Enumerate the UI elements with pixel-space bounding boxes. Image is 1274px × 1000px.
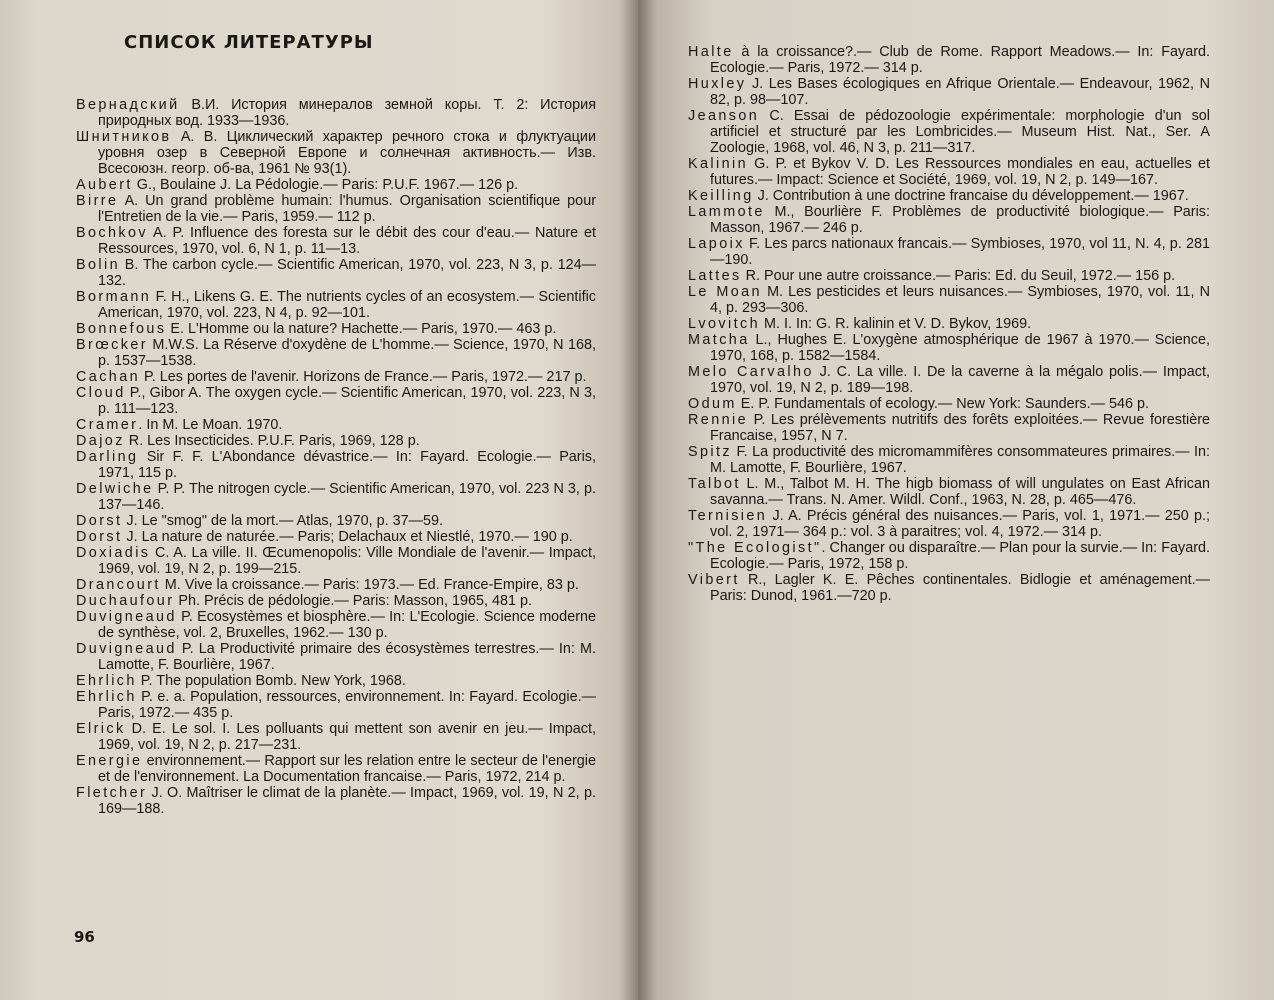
entry-text: L. M., Talbot M. H. The higb biomass of will ungulates on East African savanna.— Trans. N. Amer. Wildl. Conf., 1963, N. 28, p. 465—476. bbox=[710, 476, 1210, 508]
bibliography-entry bbox=[76, 609, 596, 641]
bibliography-entry bbox=[76, 417, 596, 433]
entry-author: Bolin bbox=[76, 257, 120, 273]
bibliography-entry bbox=[76, 193, 596, 225]
entry-author: Spitz bbox=[688, 444, 732, 460]
bibliography-entry bbox=[688, 284, 1210, 316]
entry-text: Sir F. F. L'Abondance dévastrice.— In: Fayard. Ecologie.— Paris, 1971, 115 p. bbox=[98, 449, 596, 481]
entry-author: Huxley bbox=[688, 76, 747, 92]
bibliography-entry bbox=[76, 753, 596, 785]
entry-text: J. Les Bases écologiques en Afrique Orientale.— Endeavour, 1962, N 82, p. 98—107. bbox=[710, 76, 1210, 108]
entry-author: Rennie bbox=[688, 412, 749, 428]
entry-author: Cachan bbox=[76, 369, 141, 385]
bibliography-entry bbox=[688, 508, 1210, 540]
bibliography-entry bbox=[688, 76, 1210, 108]
entry-text: P. e. a. Population, ressources, environnement. In: Fayard. Ecologie.— Paris, 1972.— 435 p. bbox=[98, 689, 596, 721]
entry-text: P. La Productivité primaire des écosystèmes terrestres.— In: M. Lamotte, F. Bourlière, 1967. bbox=[98, 641, 596, 673]
entry-text: G. P. et Bykov V. D. Les Ressources mondiales en eau, actuelles et futures.— Impact: Science et Société, 1969, vol. 19, N 2, p. 149—167. bbox=[710, 156, 1210, 188]
entry-text: R. Les Insecticides. P.U.F. Paris, 1969, 128 p. bbox=[124, 433, 420, 449]
right-page bbox=[638, 0, 1274, 1000]
bibliography-list-left bbox=[76, 97, 596, 817]
bibliography-entry bbox=[688, 412, 1210, 444]
bibliography-entry bbox=[76, 529, 596, 545]
bibliography-entry bbox=[76, 689, 596, 721]
entry-text: J. A. Précis général des nuisances.— Paris, vol. 1, 1971.— 250 p.; vol. 2, 1971— 364 p.: vol. 3 à paraitres; vol. 4, 1972.— 314 p. bbox=[710, 508, 1210, 540]
bibliography-entry bbox=[688, 364, 1210, 396]
entry-text: F. La productivité des micromammifères consommateures primaires.— In: M. Lamotte, F. Bourlière, 1967. bbox=[710, 444, 1210, 476]
bibliography-entry bbox=[76, 721, 596, 753]
entry-text: M. I. In: G. R. kalinin et V. D. Bykov, 1969. bbox=[760, 316, 1032, 332]
entry-author: Bormann bbox=[76, 289, 152, 305]
bibliography-entry bbox=[76, 577, 596, 593]
entry-text: D. E. Le sol. I. Les polluants qui mettent son avenir en jeu.— Impact, 1969, vol. 19, N 2, p. 217—231. bbox=[98, 721, 596, 753]
bibliography-entry bbox=[76, 385, 596, 417]
entry-text: J. Contribution à une doctrine francaise du développement.— 1967. bbox=[753, 188, 1189, 204]
entry-author: Energie bbox=[76, 753, 143, 769]
entry-author: Drancourt bbox=[76, 577, 161, 593]
entry-author: Brœcker bbox=[76, 337, 148, 353]
entry-author: Jeanson bbox=[688, 108, 760, 124]
entry-text: M. Les pesticides et leurs nuisances.— Symbioses, 1970, vol. 11, N 4, p. 293—306. bbox=[710, 284, 1210, 316]
bibliography-entry bbox=[688, 540, 1210, 572]
entry-author: Lvovitch bbox=[688, 316, 760, 332]
entry-text: L., Hughes E. L'oxygène atmosphérique de 1967 à 1970.— Science, 1970, 168, p. 1582—1584. bbox=[710, 332, 1210, 364]
bibliography-entry bbox=[76, 433, 596, 449]
entry-author: Matcha bbox=[688, 332, 750, 348]
entry-author: Dorst bbox=[76, 513, 123, 529]
entry-author: Вернадский bbox=[76, 97, 180, 113]
bibliography-entry bbox=[76, 97, 596, 129]
entry-text: P. P. The nitrogen cycle.— Scientific American, 1970, vol. 223 N 3, p. 137—146. bbox=[98, 481, 596, 513]
bibliography-entry bbox=[688, 188, 1210, 204]
entry-text: M.W.S. La Réserve d'oxydène de L'homme.— Science, 1970, N 168, p. 1537—1538. bbox=[98, 337, 596, 369]
entry-author: Duchaufour bbox=[76, 593, 175, 609]
entry-text: C. Essai de pédozoologie expérimentale: morphologie d'un sol artificiel et structuré par les Lombricides.— Museum Hist. Nat., Ser. A Zoologie, 1968, vol. 46, N 3, p. 211—317. bbox=[710, 108, 1210, 156]
bibliography-entry bbox=[688, 476, 1210, 508]
entry-text: P. Les prélèvements nutritifs des forêts exploitées.— Revue forestière Francaise, 1957, N 7. bbox=[710, 412, 1210, 444]
entry-author: Birre bbox=[76, 193, 119, 209]
entry-author: Dajoz bbox=[76, 433, 125, 449]
entry-author: Odum bbox=[688, 396, 737, 412]
entry-text: A. Un grand problème humain: l'humus. Organisation scientifique pour l'Entretien de la vie.— Paris, 1959.— 112 p. bbox=[98, 193, 596, 225]
entry-author: Vibert bbox=[688, 572, 740, 588]
entry-author: Duvigneaud bbox=[76, 641, 177, 657]
bibliography-entry bbox=[688, 44, 1210, 76]
entry-text: P. Ecosystèmes et biosphère.— In: L'Ecologie. Science moderne de synthèse, vol. 2, Bruxelles, 1962.— 130 p. bbox=[98, 609, 596, 641]
entry-text: В.И. История минералов земной коры. Т. 2: История природных вод. 1933—1936. bbox=[98, 97, 596, 129]
entry-author: Cloud bbox=[76, 385, 126, 401]
entry-text: M., Bourlière F. Problèmes de productivité biologique.— Paris: Masson, 1967.— 246 p. bbox=[710, 204, 1210, 236]
entry-author: Bochkov bbox=[76, 225, 148, 241]
entry-text: R. Pour une autre croissance.— Paris: Ed. du Seuil, 1972.— 156 p. bbox=[741, 268, 1176, 284]
entry-text: J. La nature de naturée.— Paris; Delachaux et Niestlé, 1970.— 190 p. bbox=[122, 529, 573, 545]
bibliography-entry bbox=[688, 156, 1210, 188]
entry-text: M. Vive la croissance.— Paris: 1973.— Ed. France-Empire, 83 p. bbox=[160, 577, 579, 593]
bibliography-entry bbox=[76, 129, 596, 177]
entry-author: Delwiche bbox=[76, 481, 154, 497]
entry-author: Lammote bbox=[688, 204, 765, 220]
entry-author: Keilling bbox=[688, 188, 754, 204]
entry-text: J. Le "smog" de la mort.— Atlas, 1970, p. 37—59. bbox=[122, 513, 443, 529]
entry-text: P., Gibor A. The oxygen cycle.— Scientific American, 1970, vol. 223, N 3, p. 111—123. bbox=[98, 385, 596, 417]
bibliography-entry bbox=[76, 785, 596, 817]
bibliography-entry bbox=[688, 108, 1210, 156]
entry-text: R., Lagler K. E. Pêches continentales. Bidlogie et aménagement.— Paris: Dunod, 1961.—720 p. bbox=[710, 572, 1210, 604]
bibliography-entry bbox=[688, 444, 1210, 476]
bibliography-entry bbox=[76, 513, 596, 529]
bibliography-entry bbox=[688, 572, 1210, 604]
entry-author: Ehrlich bbox=[76, 689, 137, 705]
entry-text: J. O. Maîtriser le climat de la planète.— Impact, 1969, vol. 19, N 2, p. 169—188. bbox=[98, 785, 596, 817]
bibliography-entry bbox=[688, 316, 1210, 332]
entry-author: Darling bbox=[76, 449, 139, 465]
entry-text: B. The carbon cycle.— Scientific American, 1970, vol. 223, N 3, p. 124—132. bbox=[98, 257, 596, 289]
page-number: 96 bbox=[74, 928, 95, 946]
entry-author: Bonnefous bbox=[76, 321, 167, 337]
entry-author: Kalinin bbox=[688, 156, 748, 172]
bibliography-entry bbox=[688, 332, 1210, 364]
entry-author: Elrick bbox=[76, 721, 126, 737]
entry-text: F. H., Likens G. E. The nutrients cycles of an ecosystem.— Scientific American, 1970, vol. 223, N 4, p. 92—101. bbox=[98, 289, 596, 321]
bibliography-entry bbox=[76, 449, 596, 481]
entry-author: Talbot bbox=[688, 476, 741, 492]
bibliography-entry bbox=[76, 673, 596, 689]
entry-text: J. C. La ville. I. De la caverne à la mégalo polis.— Impact, 1970, vol. 19, N 2, p. 189—198. bbox=[710, 364, 1211, 396]
entry-text: G., Boulaine J. La Pédologie.— Paris: P.U.F. 1967.— 126 p. bbox=[132, 177, 519, 193]
entry-text: A. P. Influence des foresta sur le débit des cour d'eau.— Nature et Ressources, 1970, vol. 6, N 1, p. 11—13. bbox=[98, 225, 596, 257]
entry-author: Cramer bbox=[76, 417, 139, 433]
entry-text: E. P. Fundamentals of ecology.— New York: Saunders.— 546 p. bbox=[736, 396, 1150, 412]
bibliography-entry bbox=[688, 236, 1210, 268]
entry-text: А. В. Циклический характер речного стока и флуктуации уровня озер в Северной Европе и солнечная активность.— Изв. Всесоюзн. геогр. об-ва, 1961 № 93(1). bbox=[98, 129, 596, 177]
entry-text: environnement.— Rapport sur les relation entre le secteur de l'energie et de l'environnement. La Documentation francaise.— Paris, 1972, 214 p. bbox=[98, 753, 596, 785]
bibliography-list-right bbox=[688, 44, 1210, 604]
page-heading: СПИСОК ЛИТЕРАТУРЫ bbox=[124, 32, 374, 53]
entry-text: . Changer ou disparaître.— Plan pour la survie.— In: Fayard. Ecologie.— Paris, 1972, 158 p. bbox=[710, 540, 1211, 572]
entry-text: C. A. La ville. II. Œcumenopolis: Ville Mondiale de l'avenir.— Impact, 1969, vol. 19, N 2, p. 199—215. bbox=[98, 545, 596, 577]
entry-text: Ph. Précis de pédologie.— Paris: Masson, 1965, 481 p. bbox=[174, 593, 532, 609]
bibliography-entry bbox=[76, 369, 596, 385]
entry-text: F. Les parcs nationaux francais.— Symbioses, 1970, vol 11, N. 4, p. 281—190. bbox=[710, 236, 1210, 268]
bibliography-entry bbox=[76, 257, 596, 289]
entry-text: à la croissance?.— Club de Rome. Rapport Meadows.— In: Fayard. Ecologie.— Paris, 1972.— 314 p. bbox=[710, 44, 1210, 76]
entry-author: Doxiadis bbox=[76, 545, 151, 561]
entry-author: Halte bbox=[688, 44, 734, 60]
bibliography-entry bbox=[688, 268, 1210, 284]
entry-author: Duvigneaud bbox=[76, 609, 177, 625]
entry-author: Ehrlich bbox=[76, 673, 137, 689]
bibliography-entry bbox=[76, 337, 596, 369]
entry-author: "The Ecologist" bbox=[688, 540, 822, 556]
entry-author: Fletcher bbox=[76, 785, 148, 801]
entry-text: E. L'Homme ou la nature? Hachette.— Paris, 1970.— 463 p. bbox=[166, 321, 557, 337]
entry-text: P. Les portes de l'avenir. Horizons de France.— Paris, 1972.— 217 p. bbox=[140, 369, 587, 385]
bibliography-entry bbox=[76, 545, 596, 577]
bibliography-entry bbox=[76, 177, 596, 193]
entry-author: Melo Carvalho bbox=[688, 364, 814, 380]
bibliography-entry bbox=[76, 481, 596, 513]
bibliography-entry bbox=[76, 641, 596, 673]
bibliography-entry bbox=[688, 204, 1210, 236]
entry-author: Le Moan bbox=[688, 284, 762, 300]
entry-author: Ternisien bbox=[688, 508, 768, 524]
entry-author: Шнитников bbox=[76, 129, 172, 145]
entry-text: . In M. Le Moan. 1970. bbox=[138, 417, 283, 433]
entry-text: P. The population Bomb. New York, 1968. bbox=[136, 673, 406, 689]
bibliography-entry bbox=[76, 593, 596, 609]
entry-author: Lattes bbox=[688, 268, 742, 284]
entry-author: Lapoix bbox=[688, 236, 745, 252]
entry-author: Dorst bbox=[76, 529, 123, 545]
bibliography-entry bbox=[76, 289, 596, 321]
bibliography-entry bbox=[76, 321, 596, 337]
bibliography-entry bbox=[76, 225, 596, 257]
bibliography-entry bbox=[688, 396, 1210, 412]
entry-author: Aubert bbox=[76, 177, 133, 193]
